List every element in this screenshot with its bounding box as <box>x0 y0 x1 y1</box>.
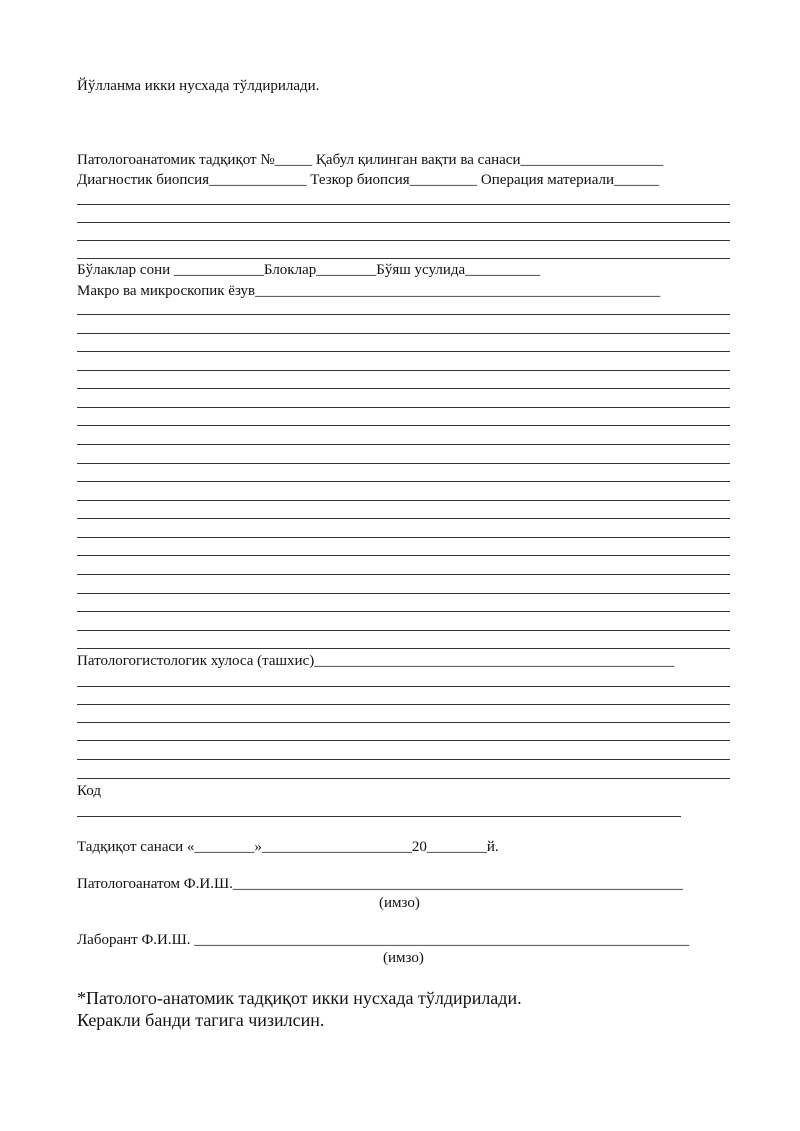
signature-label: (имзо) <box>379 895 420 911</box>
histological-conclusion-field[interactable]: Патологогистологик хулоса (ташхис)________________________________________________ <box>77 653 675 669</box>
ruled-line[interactable] <box>77 630 730 631</box>
ruled-line[interactable] <box>77 425 730 426</box>
ruled-line[interactable] <box>77 314 730 315</box>
study-number-and-date-field[interactable]: Патологоанатомик тадқиқот №_____ Қабул қилинган вақти ва санаси___________________ <box>77 152 663 168</box>
pathologist-name-field[interactable]: Патологоанатом Ф.И.Ш.____________________________________________________________ <box>77 876 683 892</box>
ruled-line[interactable] <box>77 778 730 779</box>
ruled-line[interactable] <box>77 370 730 371</box>
ruled-line[interactable] <box>77 481 730 482</box>
biopsy-type-field[interactable]: Диагностик биопсия_____________ Тезкор биопсия_________ Операция материали______ <box>77 172 660 188</box>
macro-micro-description-field[interactable]: Макро ва микроскопик ёзув______________________________________________________ <box>77 283 661 299</box>
code-label: Код <box>77 783 101 799</box>
ruled-line[interactable] <box>77 686 730 687</box>
ruled-line[interactable] <box>77 222 730 223</box>
ruled-line[interactable] <box>77 407 730 408</box>
ruled-line[interactable] <box>77 555 730 556</box>
lab-assistant-name-field[interactable]: Лаборант Ф.И.Ш. __________________________________________________________________ <box>77 932 690 948</box>
ruled-line[interactable] <box>77 611 730 612</box>
footer-note: *Патолого-анатомик тадқиқот икки нусхада тўлдирилади. <box>77 988 522 1008</box>
ruled-line[interactable] <box>77 648 730 649</box>
ruled-line[interactable] <box>77 537 730 538</box>
ruled-line[interactable] <box>77 722 730 723</box>
ruled-line[interactable] <box>77 388 730 389</box>
code-line[interactable] <box>77 816 681 817</box>
footer-instruction: Керакли банди тагига чизилсин. <box>77 1010 325 1030</box>
ruled-line[interactable] <box>77 240 730 241</box>
ruled-line[interactable] <box>77 518 730 519</box>
ruled-line[interactable] <box>77 500 730 501</box>
ruled-line[interactable] <box>77 759 730 760</box>
ruled-line[interactable] <box>77 593 730 594</box>
ruled-line[interactable] <box>77 444 730 445</box>
pieces-blocks-staining-field[interactable]: Бўлаклар сони ____________Блоклар________Бўяш усулида__________ <box>77 262 541 278</box>
ruled-line[interactable] <box>77 704 730 705</box>
ruled-line[interactable] <box>77 463 730 464</box>
ruled-line[interactable] <box>77 333 730 334</box>
ruled-line[interactable] <box>77 204 730 205</box>
signature-label: (имзо) <box>383 950 424 966</box>
header-note: Йўлланма икки нусхада тўлдирилади. <box>77 78 320 94</box>
ruled-line[interactable] <box>77 351 730 352</box>
ruled-line[interactable] <box>77 258 730 259</box>
ruled-line[interactable] <box>77 574 730 575</box>
ruled-line[interactable] <box>77 740 730 741</box>
study-date-field[interactable]: Тадқиқот санаси «________»____________________20________й. <box>77 839 499 855</box>
